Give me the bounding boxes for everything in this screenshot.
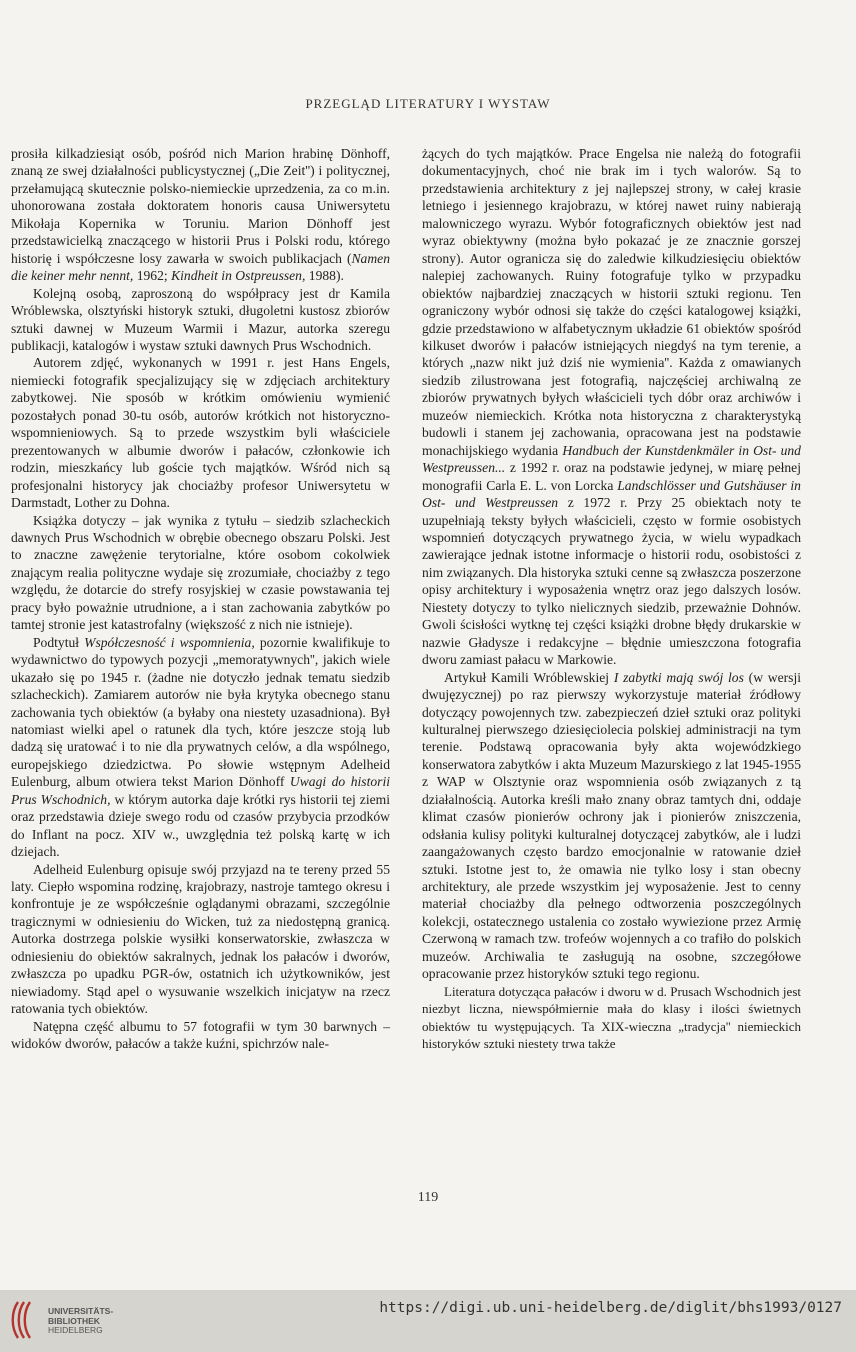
paragraph: prosiła kilkadziesiąt osób, pośród nich Marion hrabinę Dönhoff, znaną ze swej działalności publicystycznej („Die Zeit'') i politycznej, przełamującą skutecznie polsko-niemieckie uprzedzenia, za co m.in. uhonorowana została doktoratem honoris causa Uniwersytetu Mikołaja Kopernika w Toruniu. Marion Dönhoff jest przedstawicielką znaczącego w historii Prus i Polski rodu, którego historię i współczesne losy zawarła w swoich publikacjach (Namen die keiner mehr nennt, 1962; Kindheit in Ostpreussen, 1988). (11, 146, 390, 284)
paragraph: Podtytuł Współczesność i wspomnienia, pozornie kwalifikuje to wydawnictwo do typowych pozycji „memoratywnych'', jakich wiele ukazało się po 1945 r. (żadne nie dotyczło jednak tematu siedzib szlacheckich). Zamiarem autorów nie była krytyka obecnego stanu zachowania tych obiektów (a byłaby ona niestety uzasadniona). Był natomiast wielki apel o ratunek dla tych, które jeszcze stoją lub dadzą się uratować i to nie dla prywatnych celów, a dla wspólnego, europejskiego dziedzictwa. Po słowie wstępnym Adelheid Eulenburg, album otwiera tekst Marion Dönhoff Uwagi do historii Prus Wschodnich, w którym autorka daje krótki rys historii tej ziemi oraz przedstawia dzieje swego rodu od czasów przybycia przodków do Inflant na pocz. XIV w., uwzględnia też polską kartę w ich dziejach. (11, 634, 390, 860)
paragraph: Kolejną osobą, zaproszoną do współpracy jest dr Kamila Wróblewska, olsztyński historyk sztuki, długoletni kustosz zbiorów sztuki dawnej w Muzeum Warmii i Mazur, autorka szeregu publikacji, katalogów i wystaw sztuki dawnych Prus Wschodnich. (11, 285, 390, 353)
paragraph: Literatura dotycząca pałaców i dworu w d. Prusach Wschodnich jest niezbyt liczna, niewspółmiernie mała do klasy i ilości świetnych obiektów tu występujących. Ta XIX-wieczna „tradycja'' niemieckich historyków sztuki niestety trwa także (422, 983, 801, 1052)
paragraph: żących do tych majątków. Prace Engelsa nie należą do fotografii dokumentacyjnych, choć nie brak im i tych walorów. Są to przedstawienia architektury z jej najlepszej strony, w całej krasie letniego i jesiennego krajobrazu, w której nawet ruiny nabierają malowniczego wyrazu. Wybór fotograficznych obiektów jest nad wyraz obiektywny (można było pokazać je ze znacznie gorszej strony). Autor ogranicza się do zaledwie kilkudziesięciu obiektów nalepiej zachowanych. Ruiny fotografuje tylko w przypadku obiektów najbardziej znaczących w historii sztuki regionu. Ten ograniczony wybór odnosi się także do części katalogowej książki, gdzie przedstawiono w alfabetycznym układzie 61 obiektów spośród kilkuset dworów i pałaców istniejących niegdyś na tym terenie, a których „nazw nikt już dziś nie wymienia''. Każda z omawianych siedzib zilustrowana jest fotografią, najczęściej archiwalną ze zbiorów prywatnych byłych właścicieli tych dóbr oraz archiwów i muzeów niemieckich. Krótka nota historyczna z charakterystyką budowli i stanem jej zachowania, opracowana jest na podstawie monachijskiego wydania Handbuch der Kunstdenkmäler in Ost- und Westpreussen... z 1992 r. oraz na podstawie jedynej, w miarę pełnej monografii Carla E. L. von Lorcka Landschlösser und Gutshäuser in Ost- und Westpreussen z 1972 r. Przy 25 obiektach noty te uzupełniają teksty byłych właścicieli, często w formie osobistych wspomnień dotyczących prywatnego życia, w wielu wypadkach zawierające jednak istotne informacje o historii rodu, osobistości z nim związanych. Dla historyka sztuki cenne są zwłaszcza poszerzone opisy architektury i wyposażenia wnętrz oraz jego dalszych losów. Niestety dotyczy to tylko nielicznych siedzib, przeważnie Dohnów. Gwoli ścisłości wytknę tej części książki drobne błędy drukarskie w nazwie Gładysze i redakcyjne – błędnie umieszczona fotografia dworu zamiast pałacu w Markowie. (422, 146, 801, 668)
paragraph: Adelheid Eulenburg opisuje swój przyjazd na te tereny przed 55 laty. Ciepło wspomina rodzinę, krajobrazy, nastroje tamtego okresu i konfrontuje je ze współcześnie oglądanymi obrazami, szczególnie tragicznymi w odniesieniu do Wicken, tuż za niedostępną granicą. Autorka dostrzega polskie wysiłki konserwatorskie, zwłaszcza w odniesieniu do obiektów sakralnych, jednak los pałaców i dworów, zwłaszcza po upadku PGR-ów, ostatnich ich użytkowników, jest niewiadomy. Stąd apel o wysuwanie wszelkich inicjatyw na rzecz ratowania tych obiektów. (11, 861, 390, 1017)
paragraph: Natępna część albumu to 57 fotografii w tym 30 barwnych – widoków dworów, pałaców a także kuźni, spichrzów nale- (11, 1018, 390, 1052)
permalink-url[interactable]: https://digi.ub.uni-heidelberg.de/diglit/bhs1993/0127 (379, 1300, 842, 1316)
right-column (422, 145, 801, 1053)
left-column (11, 145, 390, 1053)
running-header: PRZEGLĄD LITERATURY I WYSTAW (305, 96, 551, 111)
page-number: 119 (417, 1190, 439, 1205)
paragraph: Artykuł Kamili Wróblewskiej I zabytki mają swój los (w wersji dwujęzycznej) po raz pierwszy wykorzystuje materiał źródłowy dotyczący powojennych tzw. zabezpieczeń dzieł sztuki oraz polityki kulturalnej pierwszego dziesięciolecia polskiej administracji na tym terenie. Podstawą opracowania były akta wojewódzkiego konserwatora zabytków i akta Muzeum Mazurskiego z lat 1945-1955 z WAP w Olsztynie oraz wspomnienia osób związanych z tą działalnością. Autorka kreśli mało znany obraz tamtych dni, oddaje klimat czasów pionierów ochrony jak i pionierów zniszczenia, odsłania kulisy polityki kulturalnej dotyczącej zabytków, ale i ludzi zaangażowanych często bardzo emocjonalnie w ratowanie dzieł sztuki. Istotne jest to, że omawia nie tylko losy i stan obecny architektury, ale przede wszystkim jej wyposażenie. Jest to cenny materiał chociażby dla pełnego odtworzenia poszczególnych kolekcji, ostatecznego ustalenia co zostało wywiezione przez Armię Czerwoną w ramach tzw. trofeów wojennych a co trafiło do polskich muzeów. Archiwalia te zasługują na osobne, szczegółowe opracowanie przez historyków sztuki tego regionu. (422, 669, 802, 982)
university-library-logo-icon (8, 1298, 42, 1342)
library-name: UNIVERSITÄTS- BIBLIOTHEK HEIDELBERG (48, 1306, 114, 1335)
paragraph: Książka dotyczy – jak wynika z tytułu – siedzib szlacheckich dawnych Prus Wschodnich w obrębie obecnego obszaru Polski. Jest to znaczne zawężenie terytorialne, które osobom cokolwiek znającym realia polityczne wydaje się zrozumiałe, chociażby z tego względu, że dotarcie do strefy rosyjskiej w czasie powstawania tej pracy było poważnie utrudnione, a i stan zachowania zabytków po tamtej stronie jest katastrofalny (większość z nich nie istnieje). (11, 512, 390, 633)
paragraph: Autorem zdjęć, wykonanych w 1991 r. jest Hans Engels, niemiecki fotografik specjalizujący się w zdjęciach architektury zabytkowej. Nie sposób w krótkim omówieniu wymienić pozostałych ponad 30-tu osób, autorów krótkich not historyczno-wspomnieniowych. Są to przede wszystkim byli właściciele prezentowanych w albumie dworów i pałaców, członkowie ich rodzin, mieszkańcy lub goście tych majątków. Wśród nich są profesjonalni historycy jak chociażby profesor Uniwersytetu w Darmstadt, Lother zu Dohna. (11, 355, 390, 511)
viewer-footer (0, 1290, 856, 1352)
